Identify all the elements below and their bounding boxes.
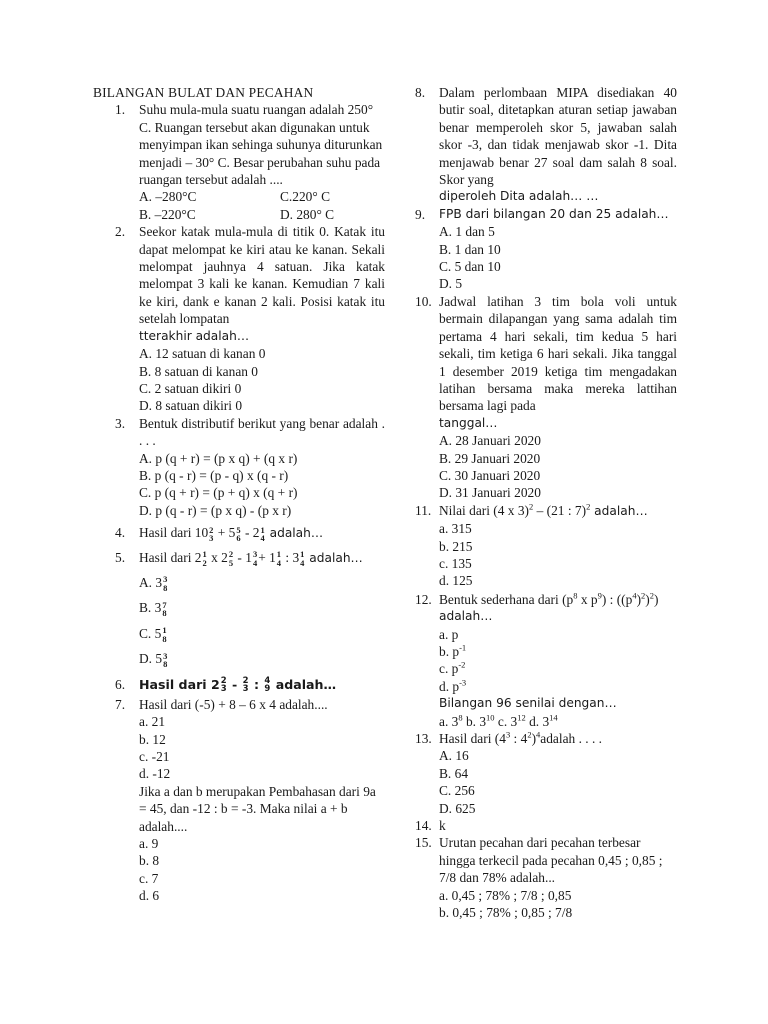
option-row xyxy=(139,206,385,223)
operator: : xyxy=(249,676,264,692)
question-4 xyxy=(93,524,385,542)
option-d: D. 280° C xyxy=(280,206,335,222)
mixed-number-whole: 5 xyxy=(154,625,162,641)
question-text: Seekor katak mula-mula di titik 0. Katak itu dapat melompat ke kiri atau ke kanan. Sekali melompat jauhnya 4 satuan. Jika katak melompat 3 kali ke kanan. Kemudian 7 kali ke kiri, dank e kanan 2 kali. Posisi katak itu setelah lompatan xyxy=(139,224,385,327)
question-text: FPB dari bilangan 20 dan 25 adalah… xyxy=(439,206,669,221)
question-13 xyxy=(415,730,677,817)
fraction xyxy=(162,626,166,643)
option: c. 7 xyxy=(139,870,159,886)
right-column xyxy=(415,84,677,922)
question-prefix: Hasil dari xyxy=(139,525,195,541)
fraction-denominator: 4 xyxy=(300,557,305,568)
mixed-number-whole: 2 xyxy=(221,549,228,565)
option: A. 16 xyxy=(439,748,469,764)
exponent: 2 xyxy=(641,590,646,601)
option xyxy=(139,599,385,617)
question-2 xyxy=(93,223,385,414)
fraction-numerator: 2 xyxy=(220,675,227,686)
fraction-denominator: 5 xyxy=(228,557,234,568)
option-text: b. p xyxy=(439,644,460,659)
question-text xyxy=(139,676,385,694)
question-text: Bentuk distributif berikut yang benar adalah . . . . xyxy=(139,415,385,449)
option: a. 21 xyxy=(139,714,166,730)
option-text: b. 3 xyxy=(462,713,487,729)
option-text: d. 3 xyxy=(525,713,550,729)
option-row xyxy=(139,188,385,205)
mixed-number-whole: 5 xyxy=(155,651,163,667)
question-prefix: Hasil dari xyxy=(139,549,195,565)
fraction-denominator: 8 xyxy=(163,659,168,670)
extra-question-text: Jika a dan b merupakan Pembahasan dari 9a = 45, dan -12 : b = -3. Maka nilai a + b adalah.... xyxy=(139,783,376,834)
option-row xyxy=(439,713,677,730)
option xyxy=(439,643,677,660)
operator: + xyxy=(258,549,270,565)
question-prefix: Hasil dari xyxy=(139,676,211,692)
question-text: Jadwal latihan 3 tim bola voli untuk bermain dilapangan yang sama adalah tim pertama 4 hari sekali, tim kedua 5 hari sekali, tim ketiga 6 hari sekali. Jika tanggal 1 desember 2019 ketiga tim mengadakan latihan bersama maka mereka lattihan bersama lagi pada xyxy=(439,293,677,414)
fraction-numerator: 1 xyxy=(162,625,167,636)
fraction-denominator: 4 xyxy=(252,557,258,568)
question-6 xyxy=(93,676,385,694)
option: d. 125 xyxy=(439,573,473,589)
operator: - xyxy=(241,525,253,541)
option: b. 0,45 ; 78% ; 0,85 ; 7/8 xyxy=(439,905,573,921)
option-text: d. p xyxy=(439,678,460,694)
exponent: 14 xyxy=(549,712,558,723)
option: c. 135 xyxy=(439,555,472,571)
text-part: adalah… xyxy=(590,503,648,518)
option-c: C.220° C xyxy=(280,189,330,205)
question-number: 2. xyxy=(115,224,126,240)
option xyxy=(139,650,385,668)
question-5 xyxy=(93,549,385,669)
question-text xyxy=(439,591,677,608)
option: B. 29 Januari 2020 xyxy=(439,450,541,466)
fraction-denominator: 3 xyxy=(242,684,249,695)
exponent: 3 xyxy=(505,729,511,740)
option: B. p (q - r) = (p - q) x (q - r) xyxy=(139,467,289,483)
exponent: 8 xyxy=(458,712,463,723)
question-15 xyxy=(415,834,677,921)
extra-question-text: Bilangan 96 senilai dengan… xyxy=(439,696,617,711)
question-text-continued: diperoleh Dita adalah… … xyxy=(439,189,599,204)
exponent: 9 xyxy=(597,590,602,601)
exponent: 2 xyxy=(527,729,532,740)
fraction-numerator: 2 xyxy=(242,675,249,686)
option-text: c. p xyxy=(439,661,459,677)
mixed-number-whole: 5 xyxy=(228,525,236,541)
operator: - xyxy=(227,676,242,692)
fraction xyxy=(243,677,249,694)
text-part: Hasil dari (4 xyxy=(439,731,506,747)
question-number: 7. xyxy=(115,696,126,712)
question-text-continued: adalah… xyxy=(439,609,493,624)
option: c. -21 xyxy=(139,748,170,764)
mixed-number-whole: 10 xyxy=(194,525,209,541)
fraction xyxy=(236,526,240,543)
operator: - xyxy=(234,549,246,565)
option: C. 5 dan 10 xyxy=(439,259,501,275)
question-7 xyxy=(93,696,385,905)
option: C. 256 xyxy=(439,783,475,799)
fraction-numerator: 1 xyxy=(300,549,305,559)
fraction-denominator: 4 xyxy=(260,533,265,544)
question-text: k xyxy=(439,818,446,834)
question-text: Urutan pecahan dari pecahan terbesar hingga terkecil pada pecahan 0,45 ; 0,85 ; 7/8 dan 78% adalah... xyxy=(439,835,663,886)
option xyxy=(139,625,385,643)
question-1 xyxy=(93,101,385,223)
exponent: 2 xyxy=(586,501,591,512)
option-label: B. xyxy=(139,600,155,616)
mixed-number-whole: 3 xyxy=(154,600,162,616)
fraction xyxy=(162,601,166,618)
text-part: Bentuk sederhana dari (p xyxy=(439,591,574,607)
question-text: Dalam perlombaan MIPA disediakan 40 butir soal, ditetapkan aturan setiap jawaban benar memperoleh skor 5, jawaban salah skor -3, dan tidak menjawab skor -1. Dita menjawab benar 27 soal dam salah 8 soal. Skor yang xyxy=(439,85,677,188)
question-10 xyxy=(415,293,677,502)
fraction xyxy=(221,677,227,694)
text-part: : 4 xyxy=(510,731,528,747)
option-label: D. xyxy=(139,651,156,667)
exponent: 10 xyxy=(486,712,495,723)
fraction xyxy=(260,526,264,543)
fraction-denominator: 8 xyxy=(163,582,168,593)
fraction-numerator: 2 xyxy=(228,549,234,559)
option: D. p (q - r) = (p x q) - (p x r) xyxy=(139,502,292,518)
question-9 xyxy=(415,206,677,293)
option: A. 12 satuan di kanan 0 xyxy=(139,346,266,362)
operator: : xyxy=(282,549,293,565)
question-12 xyxy=(415,591,677,730)
question-text xyxy=(139,549,385,567)
question-text xyxy=(439,502,677,520)
fraction xyxy=(163,575,167,592)
option: B. 64 xyxy=(439,765,469,781)
fraction-numerator: 3 xyxy=(252,549,258,559)
fraction xyxy=(277,550,281,567)
option-text: a. 3 xyxy=(439,713,459,729)
operator: x xyxy=(207,549,222,565)
question-number: 9. xyxy=(415,206,426,222)
option: D. 31 Januari 2020 xyxy=(439,485,541,501)
mixed-number-whole: 2 xyxy=(210,676,220,692)
question-14 xyxy=(415,817,677,834)
question-number: 15. xyxy=(415,835,432,851)
option xyxy=(439,660,677,677)
text-part: – (21 : 7) xyxy=(533,502,587,518)
fraction-numerator: 2 xyxy=(209,524,214,535)
option-b: B. –220°C xyxy=(139,206,196,222)
option-label: C. xyxy=(139,625,155,641)
option: d. 6 xyxy=(139,888,160,904)
fraction-denominator: 6 xyxy=(236,533,241,544)
question-text-continued: tterakhir adalah… xyxy=(139,328,250,343)
question-3 xyxy=(93,415,385,519)
fraction xyxy=(163,652,167,669)
option: d. -12 xyxy=(139,766,171,782)
text-part: x p xyxy=(577,591,598,607)
fraction-numerator: 3 xyxy=(163,574,168,585)
question-text: Hasil dari (-5) + 8 – 6 x 4 adalah.... xyxy=(139,696,328,712)
option: C. 2 satuan dikiri 0 xyxy=(139,380,242,396)
fraction xyxy=(209,526,213,543)
question-number: 10. xyxy=(415,293,432,309)
exponent: -1 xyxy=(459,642,467,653)
option-a: A. –280°C xyxy=(139,189,197,205)
question-suffix: adalah… xyxy=(271,676,337,692)
question-number: 4. xyxy=(115,525,126,541)
option xyxy=(139,574,385,592)
option: a. 9 xyxy=(139,835,159,851)
question-number: 3. xyxy=(115,415,126,431)
exponent: 4 xyxy=(536,729,541,740)
question-11 xyxy=(415,502,677,590)
exponent: -2 xyxy=(458,659,466,670)
mixed-number-whole: 2 xyxy=(252,525,260,541)
operator: + xyxy=(214,525,229,541)
option: A. 28 Januari 2020 xyxy=(439,433,541,449)
option-label: A. xyxy=(139,575,156,590)
question-number: 14. xyxy=(415,818,432,834)
exponent: 4 xyxy=(632,590,637,601)
fraction-numerator: 1 xyxy=(260,524,265,535)
option: B. 1 dan 10 xyxy=(439,241,501,257)
option: D. 5 xyxy=(439,276,463,292)
question-text xyxy=(139,524,385,542)
option-text: c. 3 xyxy=(494,713,518,729)
option: A. 1 dan 5 xyxy=(439,224,495,240)
fraction xyxy=(300,550,304,567)
fraction-denominator: 4 xyxy=(276,557,282,568)
question-suffix: adalah… xyxy=(265,526,324,541)
left-column xyxy=(93,84,385,905)
text-part: ) xyxy=(531,731,537,747)
text-part: adalah . . . . xyxy=(540,731,603,747)
exponent: 2 xyxy=(649,590,655,601)
question-number: 6. xyxy=(115,676,126,692)
fraction-denominator: 9 xyxy=(264,684,271,695)
mixed-number-whole: 2 xyxy=(194,549,202,565)
fraction-numerator: 4 xyxy=(264,675,271,686)
option: C. p (q + r) = (p + q) x (q + r) xyxy=(139,485,298,501)
text-part: ) : ((p xyxy=(601,591,633,607)
option: B. 8 satuan di kanan 0 xyxy=(139,363,259,379)
fraction-numerator: 1 xyxy=(276,549,282,559)
fraction xyxy=(202,550,206,567)
option: a. p xyxy=(439,626,459,642)
fraction-numerator: 3 xyxy=(163,650,168,661)
option xyxy=(439,678,677,695)
fraction-denominator: 2 xyxy=(202,557,207,568)
option: A. p (q + r) = (p x q) + (q x r) xyxy=(139,450,298,466)
fraction-numerator: 5 xyxy=(236,524,241,535)
text-part: ) xyxy=(636,591,642,607)
exponent: -3 xyxy=(459,677,467,688)
question-number: 1. xyxy=(115,102,126,118)
question-number: 11. xyxy=(415,502,432,518)
mixed-number-whole: 3 xyxy=(292,549,300,565)
exponent: 2 xyxy=(529,501,534,512)
option: C. 30 Januari 2020 xyxy=(439,467,541,483)
option: D. 625 xyxy=(439,800,476,816)
option: a. 315 xyxy=(439,521,472,537)
question-8 xyxy=(415,84,677,206)
exponent: 12 xyxy=(517,712,526,723)
mixed-number-whole: 1 xyxy=(245,549,252,565)
question-suffix: adalah… xyxy=(305,550,363,565)
document-heading: BILANGAN BULAT DAN PECAHAN xyxy=(93,85,314,100)
exponent: 8 xyxy=(573,590,578,601)
fraction-denominator: 3 xyxy=(209,533,214,544)
option: b. 8 xyxy=(139,853,160,869)
question-number: 5. xyxy=(115,549,126,565)
fraction-numerator: 1 xyxy=(202,549,207,559)
fraction xyxy=(253,550,257,567)
text-part: Nilai dari (4 x 3) xyxy=(439,502,529,518)
question-number: 12. xyxy=(415,591,432,607)
fraction-denominator: 3 xyxy=(220,684,227,695)
fraction xyxy=(264,677,270,694)
question-text-continued: tanggal… xyxy=(439,415,498,430)
question-text: Suhu mula-mula suatu ruangan adalah 250° C. Ruangan tersebut akan digunakan untuk menyimpan ikan sehinga suhunya diturunkan menjadi – 30° C. Besar perubahan suhu pada ruangan tersebut adalah .... xyxy=(139,102,383,188)
option: b. 215 xyxy=(439,538,473,554)
question-text xyxy=(439,730,677,747)
option: a. 0,45 ; 78% ; 7/8 ; 0,85 xyxy=(439,887,572,903)
mixed-number-whole: 3 xyxy=(155,575,163,590)
option: b. 12 xyxy=(139,731,166,747)
text-part: ) xyxy=(654,591,659,607)
option: D. 8 satuan dikiri 0 xyxy=(139,398,243,414)
question-number: 13. xyxy=(415,731,432,747)
fraction-numerator: 7 xyxy=(162,599,167,610)
fraction xyxy=(229,550,233,567)
text-part: ) xyxy=(645,591,650,607)
mixed-number-whole: 1 xyxy=(269,549,276,565)
question-number: 8. xyxy=(415,85,426,100)
fraction-denominator: 8 xyxy=(162,633,167,644)
fraction-denominator: 8 xyxy=(162,608,167,619)
